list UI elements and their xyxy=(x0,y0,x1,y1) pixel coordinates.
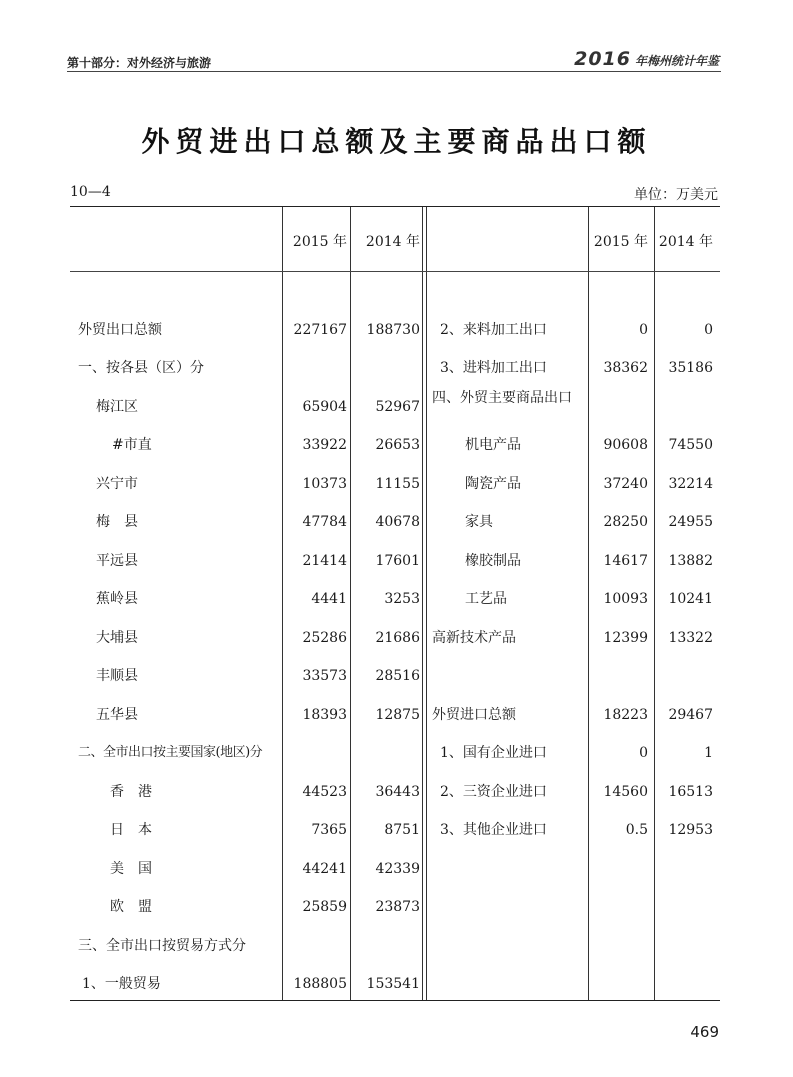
value-2014: 153541 xyxy=(366,976,420,992)
value-2014: 28516 xyxy=(375,668,420,684)
value-2014: 188730 xyxy=(366,322,420,338)
value-2015: 227167 xyxy=(293,322,347,338)
value-2015: 25859 xyxy=(302,899,347,915)
value-2014: 40678 xyxy=(375,514,420,530)
col-header-2014-right: 2014 年 xyxy=(658,234,713,250)
table-row xyxy=(70,821,720,841)
value-2014: 12953 xyxy=(668,822,713,838)
table-row xyxy=(70,359,720,379)
value-2015: 0 xyxy=(639,322,648,338)
page-number: 469 xyxy=(690,1023,719,1041)
data-table xyxy=(70,206,720,1001)
value-2015: 14617 xyxy=(603,553,648,569)
value-2015: 25286 xyxy=(302,630,347,646)
value-2015: 33573 xyxy=(302,668,347,684)
value-2015: 65904 xyxy=(302,399,347,415)
value-2014: 42339 xyxy=(375,861,420,877)
value-2014: 23873 xyxy=(375,899,420,915)
value-2014: 24955 xyxy=(668,514,713,530)
table-row xyxy=(70,552,720,572)
section-header: 第十部分：对外经济与旅游 xyxy=(67,56,212,70)
table-row xyxy=(70,475,720,495)
value-2015: 12399 xyxy=(603,630,648,646)
value-2014: 36443 xyxy=(375,784,420,800)
value-2014: 52967 xyxy=(375,399,420,415)
value-2014: 0 xyxy=(704,322,713,338)
value-2015: 0 xyxy=(639,745,648,761)
value-2014: 13322 xyxy=(668,630,713,646)
table-code: 10—4 xyxy=(70,184,111,200)
row-label: 梅 县 xyxy=(96,514,138,530)
value-2015: 10373 xyxy=(302,476,347,492)
value-2014: 26653 xyxy=(375,437,420,453)
table-row xyxy=(70,898,720,918)
unit-label: 单位：万美元 xyxy=(634,187,718,203)
row-label: 梅江区 xyxy=(96,399,138,415)
row-label: 五华县 xyxy=(96,707,138,723)
row-label: 高新技术产品 xyxy=(432,630,516,646)
row-label: 橡胶制品 xyxy=(465,553,521,569)
row-label: 陶瓷产品 xyxy=(465,476,521,492)
row-label: 丰顺县 xyxy=(96,668,138,684)
table-row xyxy=(70,590,720,610)
value-2015: 21414 xyxy=(302,553,347,569)
value-2014: 16513 xyxy=(668,784,713,800)
table-row xyxy=(70,937,720,957)
row-label: 平远县 xyxy=(96,553,138,569)
row-label: #市直 xyxy=(112,437,152,453)
value-2014: 35186 xyxy=(668,360,713,376)
value-2014: 11155 xyxy=(375,476,420,492)
row-label: 四、外贸主要商品出口 xyxy=(432,390,572,406)
page-title: 外贸进出口总额及主要商品出口额 xyxy=(141,125,652,158)
table-row xyxy=(70,975,720,995)
value-2014: 74550 xyxy=(668,437,713,453)
table-row xyxy=(70,783,720,803)
row-label: 日 本 xyxy=(110,822,152,838)
row-label: 外贸出口总额 xyxy=(78,322,162,338)
header-rule xyxy=(70,271,720,272)
row-label: 一、按各县（区）分 xyxy=(78,360,204,376)
table-row xyxy=(70,667,720,687)
col-header-2014-left: 2014 年 xyxy=(365,234,420,250)
value-2015: 33922 xyxy=(302,437,347,453)
yearbook-name: 年梅州统计年鉴 xyxy=(634,54,719,68)
value-2015: 47784 xyxy=(302,514,347,530)
value-2014: 32214 xyxy=(668,476,713,492)
table-row xyxy=(70,321,720,341)
row-label: 1、一般贸易 xyxy=(82,976,161,992)
value-2014: 29467 xyxy=(668,707,713,723)
row-label: 二、全市出口按主要国家(地区)分 xyxy=(78,745,263,760)
table-row xyxy=(70,389,720,409)
table-row xyxy=(70,706,720,726)
row-label: 欧 盟 xyxy=(110,899,152,915)
row-label: 蕉岭县 xyxy=(96,591,138,607)
row-label: 3、进料加工出口 xyxy=(440,360,547,376)
row-label: 机电产品 xyxy=(465,437,521,453)
value-2015: 0.5 xyxy=(625,822,648,838)
col-header-2015-left: 2015 年 xyxy=(292,234,347,250)
row-label: 家具 xyxy=(465,514,493,530)
value-2015: 38362 xyxy=(603,360,648,376)
row-label: 大埔县 xyxy=(96,630,138,646)
table-row xyxy=(70,629,720,649)
value-2015: 4441 xyxy=(311,591,347,607)
row-label: 美 国 xyxy=(110,861,152,877)
col-header-2015-right: 2015 年 xyxy=(593,234,648,250)
row-label: 工艺品 xyxy=(465,591,507,607)
value-2014: 13882 xyxy=(668,553,713,569)
yearbook-year: 2016 xyxy=(574,48,631,70)
row-label: 3、其他企业进口 xyxy=(440,822,547,838)
value-2015: 44241 xyxy=(302,861,347,877)
value-2015: 44523 xyxy=(302,784,347,800)
row-label: 2、三资企业进口 xyxy=(440,784,547,800)
yearbook-title xyxy=(574,48,719,70)
value-2015: 28250 xyxy=(603,514,648,530)
value-2014: 1 xyxy=(704,745,713,761)
row-label: 2、来料加工出口 xyxy=(440,322,547,338)
value-2015: 188805 xyxy=(293,976,347,992)
value-2015: 18393 xyxy=(302,707,347,723)
row-label: 兴宁市 xyxy=(96,476,138,492)
row-label: 外贸进口总额 xyxy=(432,707,516,723)
table-row xyxy=(70,744,720,764)
value-2014: 17601 xyxy=(375,553,420,569)
table-row xyxy=(70,436,720,456)
value-2015: 7365 xyxy=(311,822,347,838)
value-2014: 12875 xyxy=(375,707,420,723)
value-2015: 37240 xyxy=(603,476,648,492)
row-label: 三、全市出口按贸易方式分 xyxy=(78,938,246,954)
value-2014: 10241 xyxy=(668,591,713,607)
value-2014: 3253 xyxy=(384,591,420,607)
value-2014: 21686 xyxy=(375,630,420,646)
table-row xyxy=(70,860,720,880)
table-row xyxy=(70,513,720,533)
value-2015: 18223 xyxy=(603,707,648,723)
header-divider xyxy=(67,71,721,72)
value-2015: 90608 xyxy=(603,437,648,453)
value-2015: 14560 xyxy=(603,784,648,800)
value-2015: 10093 xyxy=(603,591,648,607)
row-label: 香 港 xyxy=(110,784,152,800)
row-label: 1、国有企业进口 xyxy=(440,745,547,761)
value-2014: 8751 xyxy=(384,822,420,838)
